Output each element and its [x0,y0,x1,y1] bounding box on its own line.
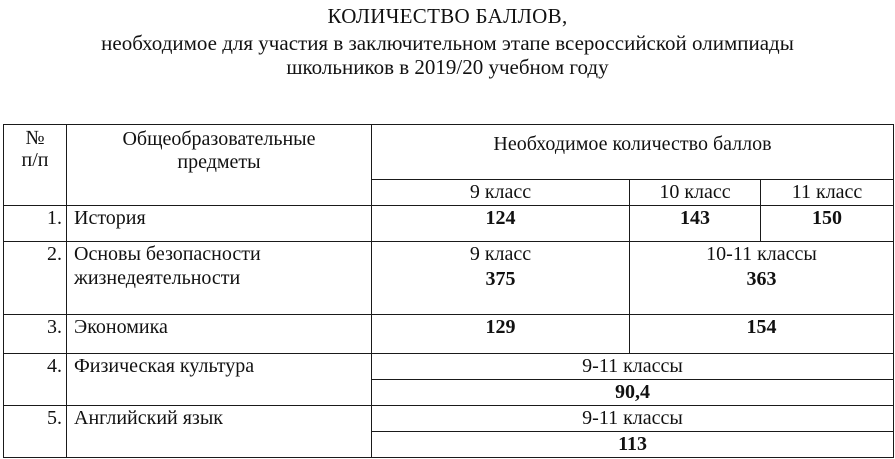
grade-label-10-11: 10-11 классы [630,242,894,268]
header-number-cell [4,125,67,206]
score-grade-9: 129 [372,314,630,353]
table-row [4,242,894,268]
grade-label-9: 9 класс [372,242,630,268]
scores-table [3,124,894,458]
header-grade-9: 9 класс [372,180,630,206]
score-grade-9: 375 [372,267,630,314]
row-subject-line2: жизнедеятельности [74,267,241,289]
table-row [4,353,894,379]
score-grade-9: 124 [372,206,630,242]
title-line-1: КОЛИЧЕСТВО БАЛЛОВ, [327,4,568,28]
score-grade-10: 143 [630,206,761,242]
header-subject-line1: Общеобразовательные [122,128,316,150]
table-row [4,314,894,353]
title-line-2: необходимое для участия в заключительном этапе всероссийской олимпиады [101,31,794,55]
row-number: 3. [4,314,67,353]
header-number-label: п/п [21,149,49,171]
table-row [4,206,894,242]
row-subject: Английский язык [67,405,372,457]
row-subject: Экономика [67,314,372,353]
row-number: 2. [4,242,67,315]
row-number: 1. [4,206,67,242]
row-number: 4. [4,353,67,405]
header-grade-11: 11 класс [761,180,894,206]
row-subject: История [67,206,372,242]
header-subject-line2: предметы [177,151,261,173]
row-subject-line1: Основы безопасности [74,243,261,265]
score-grades-10-11: 363 [630,267,894,314]
score-grades-10-11: 154 [630,314,894,353]
row-subject [67,242,372,315]
header-subject-cell [67,125,372,206]
header-row [4,125,894,180]
score-grades-9-11: 90,4 [372,379,894,405]
grade-label-9-11: 9-11 классы [372,405,894,431]
header-required-cell: Необходимое количество баллов [372,125,894,180]
score-grades-9-11: 113 [372,431,894,457]
row-number: 5. [4,405,67,457]
table-row [4,405,894,431]
score-grade-11: 150 [761,206,894,242]
header-grade-10: 10 класс [630,180,761,206]
header-number-symbol: № [25,127,45,149]
title-line-3: школьников в 2019/20 учебном году [286,55,609,79]
row-subject: Физическая культура [67,353,372,405]
grade-label-9-11: 9-11 классы [372,353,894,379]
